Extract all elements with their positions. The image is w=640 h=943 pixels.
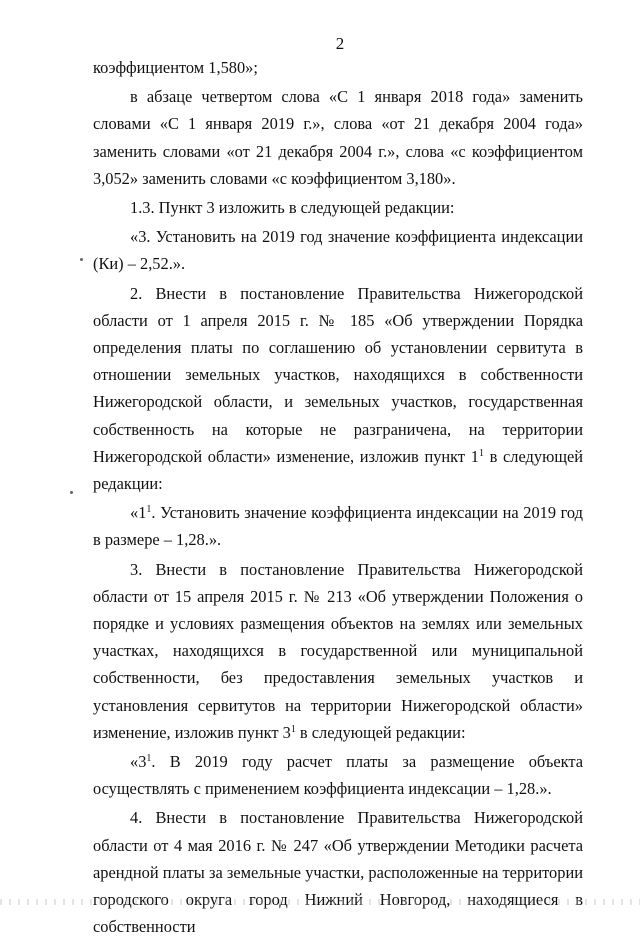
superscript: 1 [290,723,296,735]
paragraph-2-tail: в следующей редакции: [93,446,583,494]
quote-3-1-body: . В 2019 году расчет платы за размещение объекта осуществлять с применением коэффициента индексации – 1,28.». [93,752,583,799]
scan-speck [80,258,83,261]
superscript: 1 [146,504,152,516]
paragraph-2-text: 2. Внести в постановление Правительства Нижегородской области от 1 апреля 2015 г. № 185 «Об утверждении Порядка определения платы по соглашению об установлении сервитута в отношении земельных участков, находящихся в собственности Нижегородской области, и земельных участков, государственная собственность на которые не разграничена, на территории Нижегородской области» изменение, изложив пункт 1 [93,283,583,466]
document-body [93,54,583,943]
paragraph-amendment-abzac: в абзаце четвертом слова «С 1 января 2018 года» заменить словами «С 1 января 2019 г.», слова «от 21 декабря 2004 года» заменить словами «от 21 декабря 2004 г.», слова «с коэффициентом 3,052» заменить словами «с коэффициентом 3,180». [93,87,583,188]
quote-3-1-head: «3 [130,752,147,772]
paragraph-1-3: 1.3. Пункт 3 изложить в следующей редакции: [130,198,455,218]
quote-1-1-body: . Установить значение коэффициента индексации на 2019 год в размере – 1,28.». [93,503,583,550]
paragraph-quote-3: «3. Установить на 2019 год значение коэффициента индексации (Ки) – 2,52.». [93,227,583,274]
superscript: 1 [146,753,152,765]
paragraph-continuation: коэффициентом 1,580»; [93,58,258,77]
scan-speck [70,491,73,494]
paragraph-4: 4. Внести в постановление Правительства Нижегородской области от 4 мая 2016 г. № 247 «Об утверждении Методики расчета арендной платы за земельные участки, расположенные на территории городского округа город Нижний Новгород, находящиеся в собственности [93,808,583,937]
paragraph-2 [93,280,583,498]
scan-edge [0,899,640,905]
paragraph-3 [93,556,583,746]
paragraph-3-tail: в следующей редакции: [295,722,466,742]
paragraph-quote-1-1 [93,499,583,553]
paragraph-quote-3-1 [93,748,583,802]
superscript: 1 [478,447,484,459]
quote-1-1-head: «1 [130,503,147,523]
page-number: 2 [335,34,345,53]
paragraph-3-text: 3. Внести в постановление Правительства Нижегородской области от 15 апреля 2015 г. № 213 «Об утверждении Положения о порядке и условиях размещения объектов на землях или земельных участках, находящихся в государственной или муниципальной собственности, без предоставления земельных участков и установления сервитутов на территории Нижегородской области» изменение, изложив пункт 3 [93,559,583,742]
